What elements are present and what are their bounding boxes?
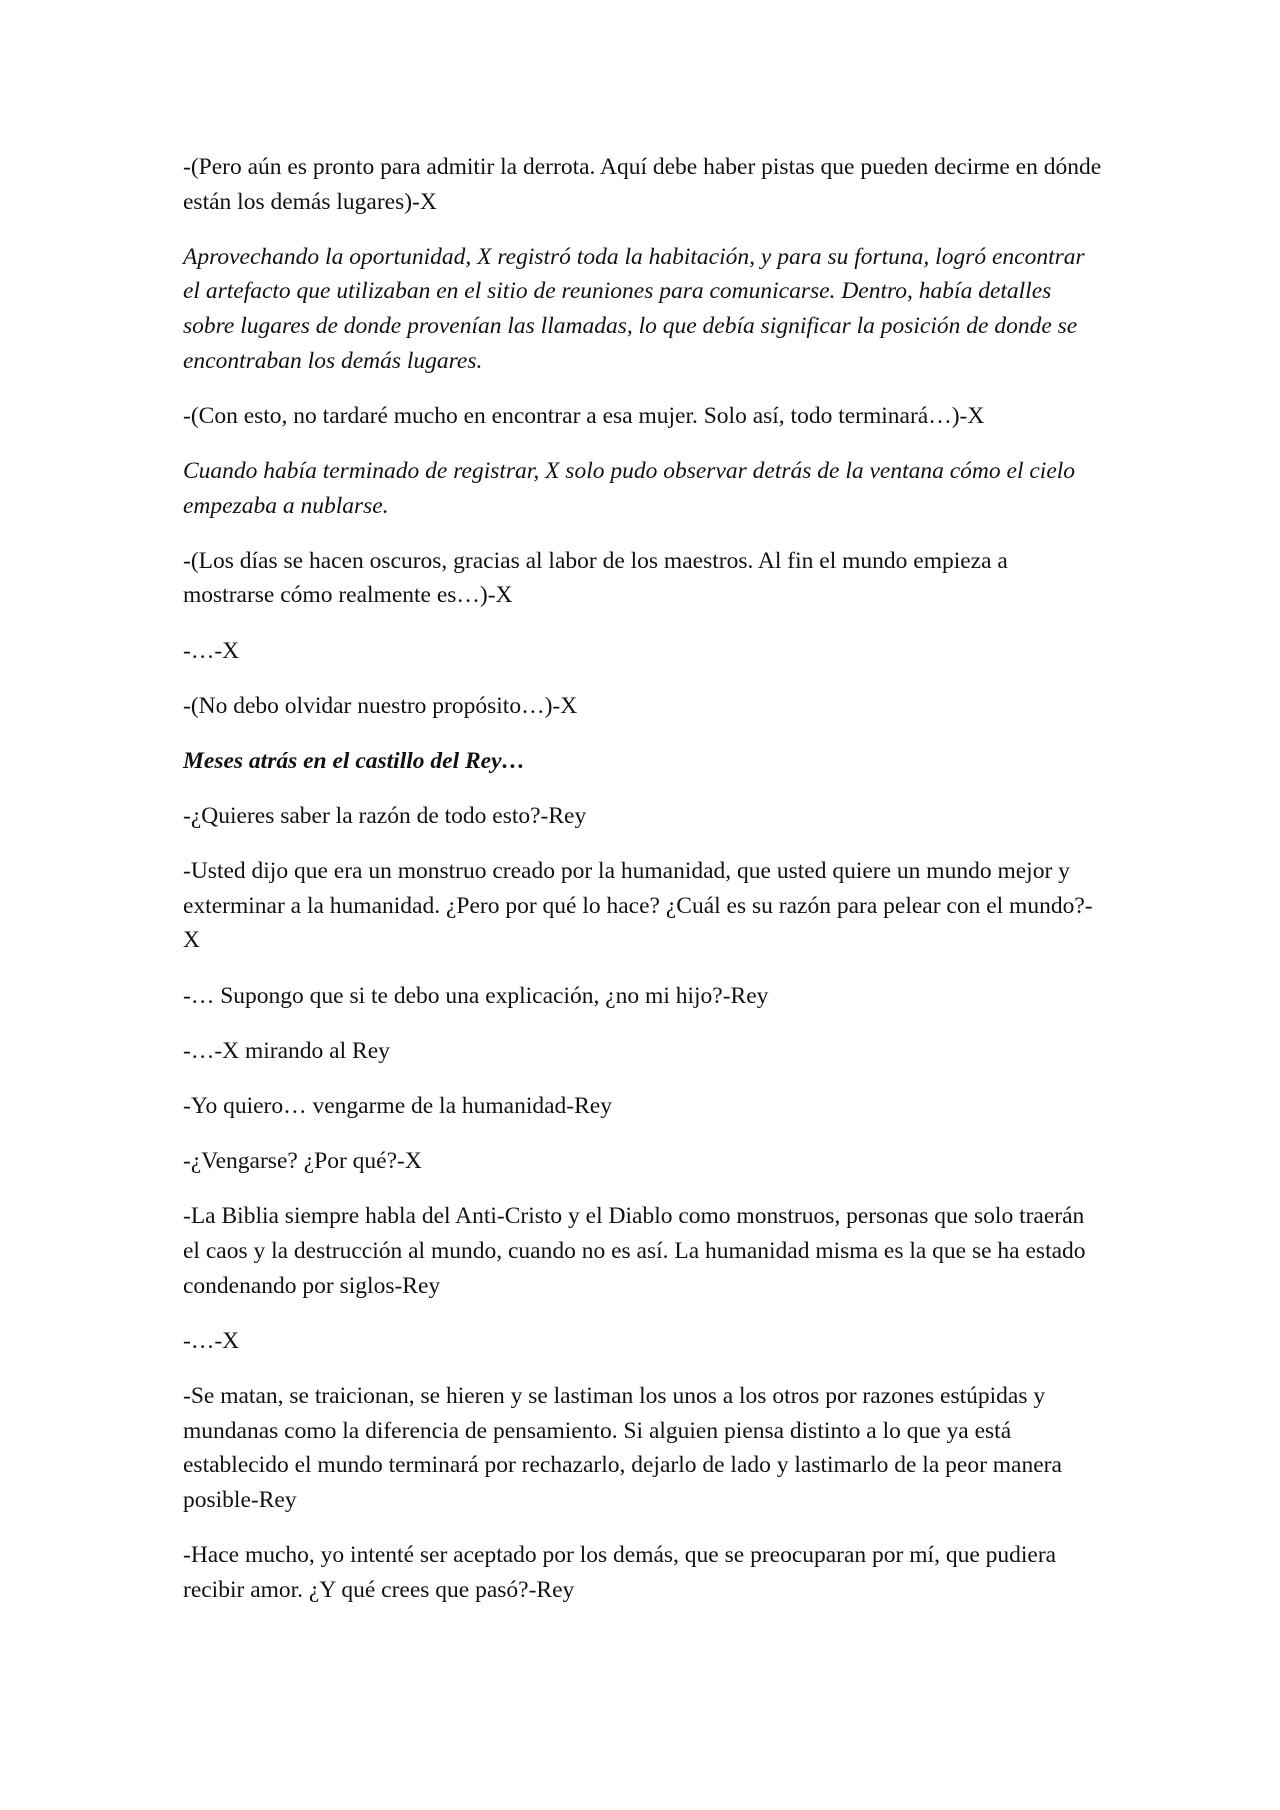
paragraph: -Yo quiero… vengarme de la humanidad-Rey (183, 1093, 612, 1119)
document-page (183, 150, 1103, 1628)
paragraph: -(Los días se hacen oscuros, gracias al labor de los maestros. Al fin el mundo empieza a mostrarse cómo realmente es…)-X (183, 547, 1008, 609)
paragraph: -(Pero aún es pronto para admitir la derrota. Aquí debe haber pistas que pueden decirme en dónde están los demás lugares)-X (183, 154, 1102, 215)
paragraph: -Se matan, se traicionan, se hieren y se lastiman los unos a los otros por razones estúpidas y mundanas como la diferencia de pensamiento. Si alguien piensa distinto a lo que ya está establecido el mundo terminará por rechazarlo, dejarlo de lado y lastimarlo de la peor manera posible-Rey (183, 1382, 1062, 1513)
paragraph: -(Con esto, no tardaré mucho en encontrar a esa mujer. Solo así, todo terminará…)-X (183, 402, 985, 429)
scene-heading: Meses atrás en el castillo del Rey… (183, 747, 526, 774)
paragraph: -…-X mirando al Rey (183, 1037, 390, 1064)
paragraph: -Hace mucho, yo intenté ser aceptado por los demás, que se preocuparan por mí, que pudiera recibir amor. ¿Y qué crees que pasó?-Rey (183, 1541, 1057, 1603)
paragraph: -(No debo olvidar nuestro propósito…)-X (183, 692, 578, 719)
paragraph: -¿Quieres saber la razón de todo esto?-Rey (183, 803, 587, 830)
paragraph: -¿Vengarse? ¿Por qué?-X (183, 1148, 422, 1175)
narration-paragraph: Aprovechando la oportunidad, X registró toda la habitación, y para su fortuna, logró encontrar el artefacto que utilizaban en el sitio de reuniones para comunicarse. Dentro, había detalles sobre lugares de donde provenían las llamadas, lo que debía significar la posición de donde se encontraban los demás lugares. (183, 243, 1085, 374)
paragraph: -Usted dijo que era un monstruo creado por la humanidad, que usted quiere un mundo mejor y exterminar a la humanidad. ¿Pero por qué lo hace? ¿Cuál es su razón para pelear con el mundo?-X (183, 858, 1093, 954)
paragraph: -…-X (183, 637, 240, 664)
narration-paragraph: Cuando había terminado de registrar, X solo pudo observar detrás de la ventana cómo el cielo empezaba a nublarse. (183, 457, 1076, 519)
paragraph: -… Supongo que si te debo una explicación, ¿no mi hijo?-Rey (183, 982, 769, 1009)
paragraph: -…-X (183, 1327, 240, 1354)
paragraph: -La Biblia siempre habla del Anti-Cristo y el Diablo como monstruos, personas que solo traerán el caos y la destrucción al mundo, cuando no es así. La humanidad misma es la que se ha estado condenando por siglos-Rey (183, 1203, 1086, 1299)
